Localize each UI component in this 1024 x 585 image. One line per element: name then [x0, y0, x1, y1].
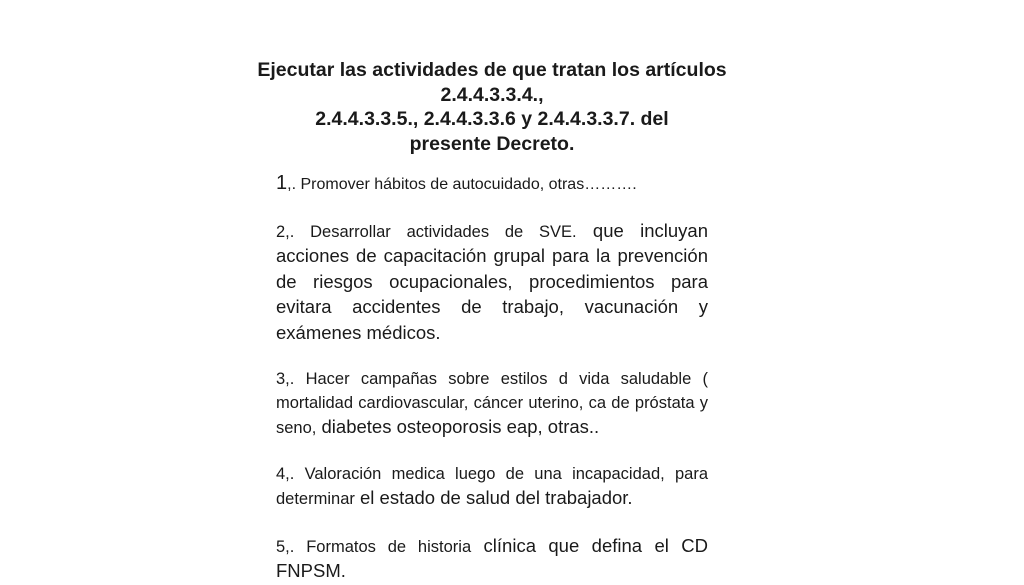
item-text: clínica que defina el CD FNPSM.: [276, 534, 709, 581]
activity-item-2: [276, 219, 708, 347]
title-line: 2.4.4.3.3.4.,: [440, 83, 544, 106]
activity-item-4: [276, 463, 708, 512]
item-lead: 2,. Desarrollar actividades de SVE.: [276, 222, 577, 241]
activities-list: [276, 172, 708, 585]
title-line: presente Decreto.: [409, 132, 575, 155]
item-text: que incluyan acciones de capacitación grupal para la prevención de riesgos ocupacionales, procedimientos para evitara accidentes de trabajo, vacunación y exámenes médicos.: [276, 219, 708, 343]
activity-item-5: [276, 534, 708, 585]
title-line: Ejecutar las actividades de que tratan los artículos: [257, 59, 727, 81]
item-number: 1: [276, 172, 288, 194]
item-lead: 3,. Hacer campañas sobre estilos d vida saludable ( mortalidad cardiovascular, cáncer uterino, ca de próstata y seno,: [276, 370, 708, 437]
activity-item-3: [276, 368, 708, 441]
slide-title: [240, 58, 744, 156]
item-text: el estado de salud del trabajador.: [354, 487, 633, 508]
title-line: 2.4.4.3.3.5., 2.4.4.3.3.6 y 2.4.4.3.3.7. del: [315, 108, 669, 130]
item-lead: 4,. Valoración medica luego de una incapacidad, para determinar: [276, 464, 708, 508]
item-text: diabetes osteoporosis eap, otras..: [316, 416, 600, 437]
item-lead: 5,. Formatos de historia: [276, 537, 472, 556]
item-text: ,. Promover hábitos de autocuidado, otras……….: [287, 176, 637, 193]
activity-item-1: [276, 172, 708, 197]
